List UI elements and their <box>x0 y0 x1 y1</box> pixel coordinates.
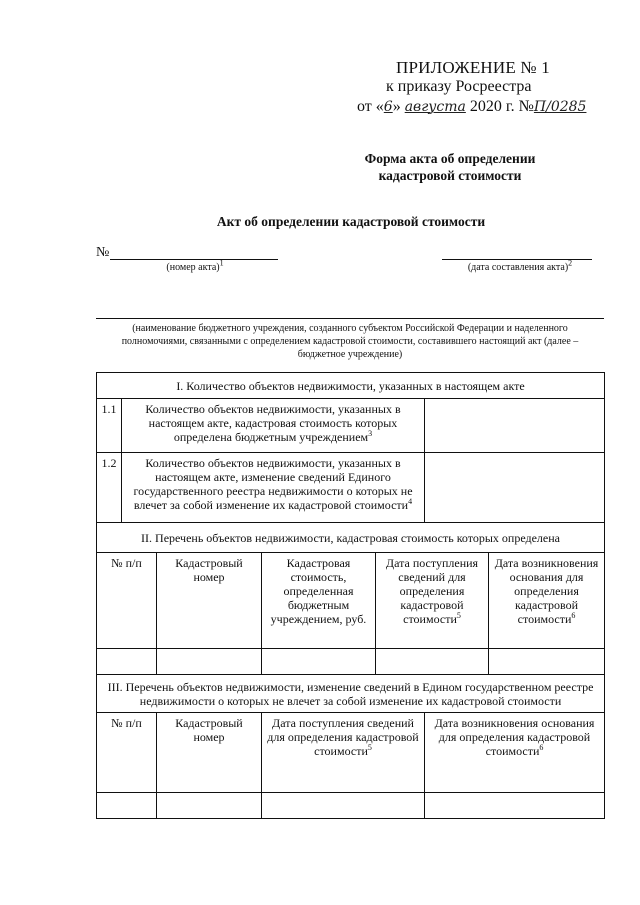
number-caption: (номер акта)$^1$ <box>166 258 224 273</box>
appendix-date-line <box>357 98 586 116</box>
s2-col-date-basis: Дата возникновения основания для определения кадастровой стоимости$^6$ <box>489 553 605 649</box>
s3-empty-cell <box>157 793 262 819</box>
date-mid: » <box>392 98 401 115</box>
s3-col-cadastral-number: Кадастровый номер <box>157 713 262 793</box>
section-3-header: III. Перечень объектов недвижимости, изменение сведений в Едином государственном реестре недвижимости о которых не влечет за собой изменение их кадастровой стоимости <box>97 675 605 713</box>
row-1-1-value <box>425 399 605 453</box>
s3-empty-cell <box>97 793 157 819</box>
date-prefix: от « <box>357 98 384 115</box>
number-sign: № <box>96 245 110 260</box>
s2-empty-cell <box>376 649 489 675</box>
s2-empty-cell <box>262 649 376 675</box>
section-1-header: I. Количество объектов недвижимости, указанных в настоящем акте <box>97 373 605 399</box>
act-title: Акт об определении кадастровой стоимости <box>216 214 486 229</box>
row-1-1-number: 1.1 <box>97 399 122 453</box>
row-1-1-text: Количество объектов недвижимости, указанных в настоящем акте, кадастровая стоимость которых определена бюджетным учреждением$^3$ <box>122 399 425 453</box>
s2-empty-cell <box>97 649 157 675</box>
handwritten-day: 6 <box>383 99 393 115</box>
row-1-2-number: 1.2 <box>97 453 122 523</box>
s3-empty-cell <box>262 793 425 819</box>
s2-empty-cell <box>157 649 262 675</box>
section-2-header: II. Перечень объектов недвижимости, кадастровая стоимость которых определена <box>97 523 605 553</box>
s3-col-number: № п/п <box>97 713 157 793</box>
row-1-2-text: Количество объектов недвижимости, указанных в настоящем акте, изменение сведений Единого государственного реестра недвижимости о которых не влечет за собой изменение их кадастровой стоимости$^4$ <box>122 453 425 523</box>
institution-note: (наименование бюджетного учреждения, созданного субъектом Российской Федерации и наделенного полномочиями, связанными с определением кадастровой стоимости, составившего настоящий акт (далее – бюджетное учреждение) <box>121 323 579 360</box>
form-title: Форма акта об определении кадастровой стоимости <box>364 151 536 183</box>
s2-col-number: № п/п <box>97 553 157 649</box>
s2-col-cadastral-number: Кадастровый номер <box>157 553 262 649</box>
date-caption: (дата составления акта)$^2$ <box>467 258 573 273</box>
s3-col-date-basis: Дата возникновения основания для определения кадастровой стоимости$^6$ <box>425 713 605 793</box>
row-1-2-value <box>425 453 605 523</box>
cadastral-act-table <box>96 372 605 819</box>
act-number-line <box>110 259 278 260</box>
s3-col-date-received: Дата поступления сведений для определения кадастровой стоимости$^5$ <box>262 713 425 793</box>
s2-col-date-received: Дата поступления сведений для определения кадастровой стоимости$^5$ <box>376 553 489 649</box>
handwritten-number: П/0285 <box>533 99 587 115</box>
appendix-order-line: к приказу Росреестра <box>386 78 532 95</box>
s2-empty-cell <box>489 649 605 675</box>
handwritten-month: августа <box>404 99 466 115</box>
s2-col-cadastral-value: Кадастровая стоимость, определенная бюджетным учреждением, руб. <box>262 553 376 649</box>
institution-line <box>96 318 604 319</box>
date-year: 2020 г. № <box>469 98 534 115</box>
appendix-title: ПРИЛОЖЕНИЕ № 1 <box>396 58 550 77</box>
s3-empty-cell <box>425 793 605 819</box>
